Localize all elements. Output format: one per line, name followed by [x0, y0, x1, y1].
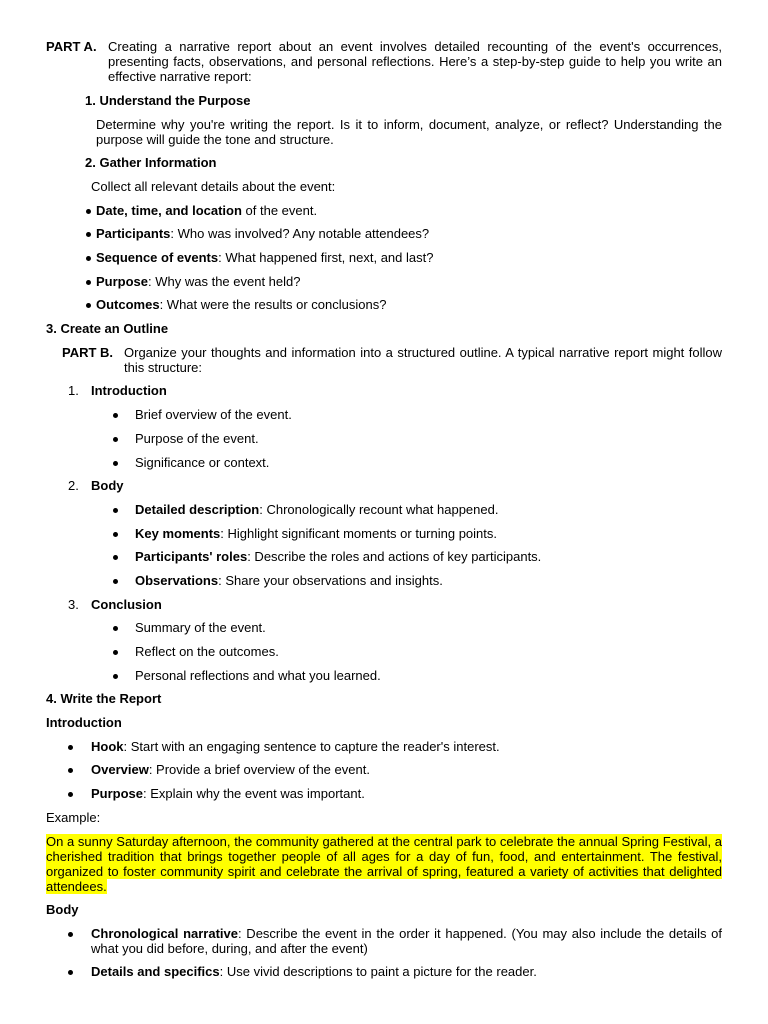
outline-number: 1.: [68, 383, 79, 398]
highlighted-example-text: On a sunny Saturday afternoon, the community gathered at the central park to celebrate the annual Spring Festival, a cherished tradition that brings together people of all ages for a day of fun, food, and entertainment. The festival, organized to foster community spirit and celebrate the arrival of spring, featured a variety of activities that delighted attendees.: [46, 834, 722, 894]
step2-heading: 2. Gather Information: [85, 155, 217, 170]
step1-heading: 1. Understand the Purpose: [85, 93, 251, 108]
example-label: Example:: [46, 810, 101, 825]
step4-heading: 4. Write the Report: [46, 691, 162, 706]
outline-title-conclusion: Conclusion: [91, 597, 162, 612]
body-heading: Body: [46, 902, 79, 917]
part-b-text: Organize your thoughts and information into a structured outline. A typical narrative report might follow this structure:: [124, 345, 722, 375]
outline-number: 2.: [68, 478, 79, 493]
example-paragraph: [46, 834, 722, 894]
part-a-label: PART A.: [46, 39, 97, 54]
step3-heading: 3. Create an Outline: [46, 321, 169, 336]
step2-intro: Collect all relevant details about the event:: [91, 179, 336, 194]
step1-text: Determine why you're writing the report. Is it to inform, document, analyze, or reflect? Understanding the purpose will guide the tone and structure.: [96, 117, 722, 147]
part-b-label: PART B.: [62, 345, 114, 360]
outline-title-body: Body: [91, 478, 124, 493]
outline-number: 3.: [68, 597, 79, 612]
introduction-heading: Introduction: [46, 715, 122, 730]
outline-title-introduction: Introduction: [91, 383, 167, 398]
document-page: PART A. Creating a narrative report about an event involves detailed recounting of the event's occurrences, presenting facts, observations, and personal reflections. Here’s a step-by-step guide to help you write an effective narrative report: 1. Understand the Purpose Determine why you're writing the report. Is it to inform, document, analyze, or reflect? Understanding the purpose will guide the tone and structure. 2. Gather Information Collect all relevant details about the event: Date, time, and location of the event. Participants: Who was involved? Any notable attendees? Sequence of events: What happened first, next, and last? Purpose: Why was the event held? Outcomes: What were the results or conclusions? 3. Create an Outline PART B. Organize your thoughts and information into a structured outline. A typical narrative report might follow this structure: 1. Introduction Brief overview of the event. Purpose of the event. Significance or context. 2. Body Detailed description: Chronologically recount what happened. Key moments: Highlight significant moments or turning points. Participants' roles: Describe the roles and actions of key participants. Observations: Share your observations and insights. 3. Conclusion Summary of the event. Reflect on the outcomes. Personal reflections and what you learned. 4. Write the Report Introduction Hook: Start with an engaging sentence to capture the reader's interest. Overview: Provide a brief overview of the event. Purpose: Explain why the event was important. Example: On a sunny Saturday afternoon, the community gathered at the central park to celebrate the annual Spring Festival, a cherished tradition that brings together people of all ages for a day of fun, food, and entertainment. The festival, organized to foster community spirit and celebrate the arrival of spring, featured a variety of activities that delighted attendees. Body Chronological narrative: Describe the event in the order it happened. (You may also include the details of what you did before, during, and after the event) Details and specifics: Use vivid descriptions to paint a picture for the reader.: [46, 39, 722, 979]
part-a-text: Creating a narrative report about an event involves detailed recounting of the event's occurrences, presenting facts, observations, and personal reflections. Here’s a step-by-step guide to help you write an effective narrative report:: [108, 39, 722, 84]
